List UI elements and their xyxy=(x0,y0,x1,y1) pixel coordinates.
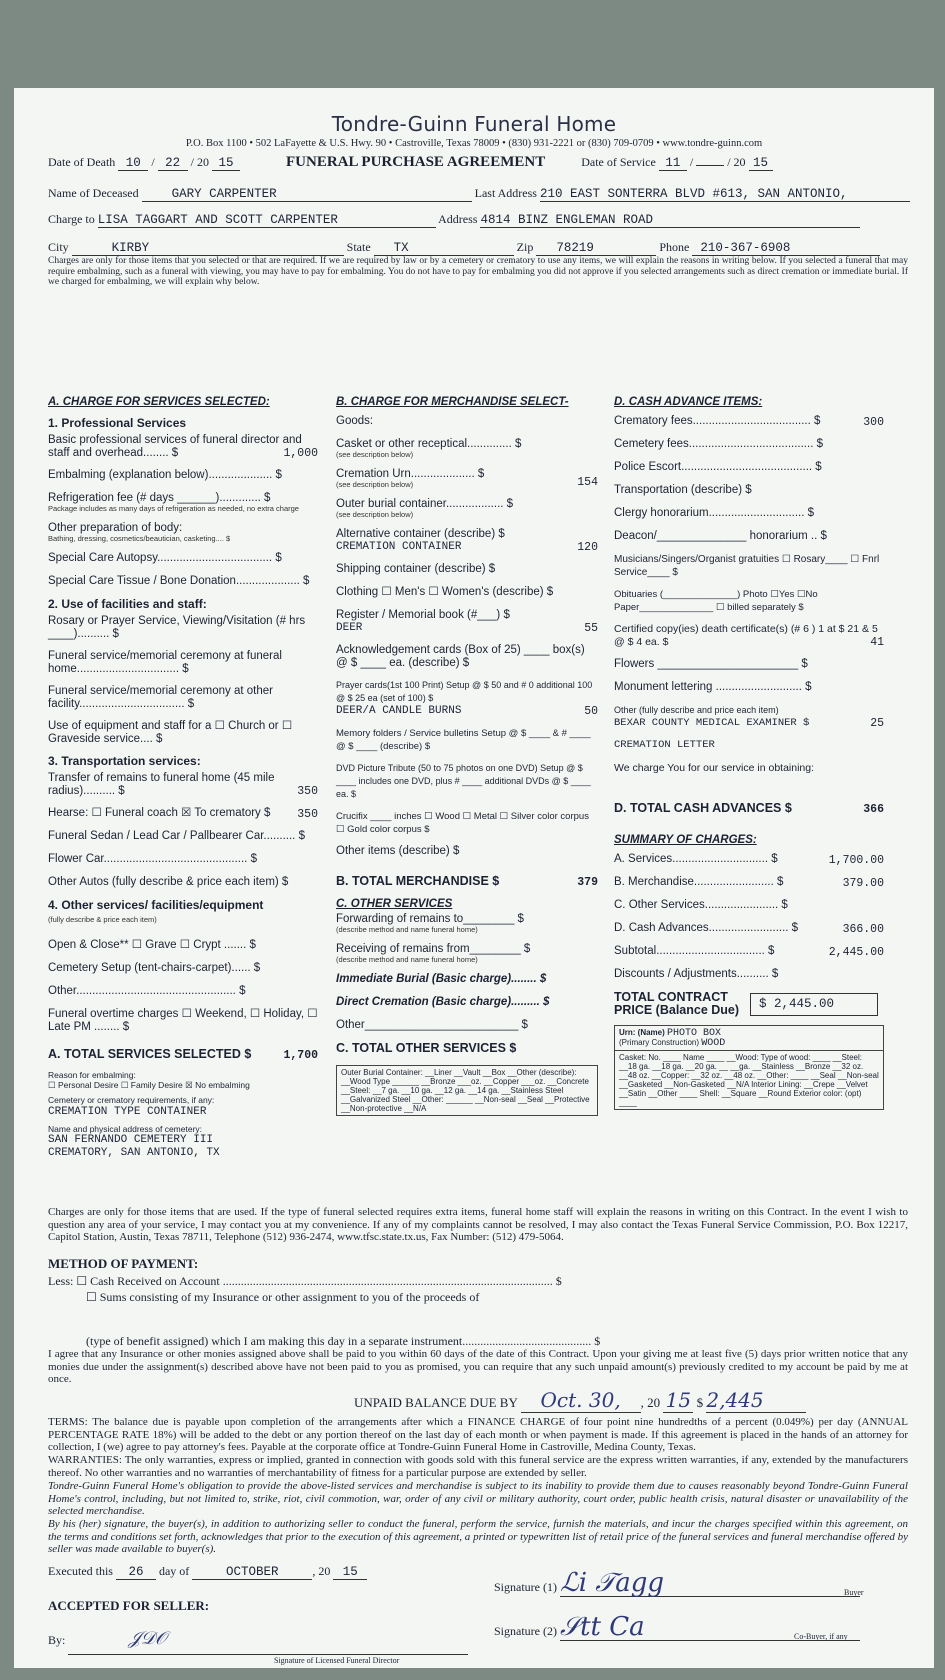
insurance-line[interactable]: ☐ Sums consisting of my Insurance or other assignment to you of the proceeds of xyxy=(86,1290,480,1304)
crematory-fees-item: Crematory fees..................................... $ 300 xyxy=(614,415,884,429)
deceased-row xyxy=(48,186,910,202)
total-other-services: C. TOTAL OTHER SERVICES $ xyxy=(336,1041,517,1055)
urn-item: Cremation Urn.................... $ (see description below) 154 xyxy=(336,468,598,489)
death-cert-amount[interactable]: 41 xyxy=(870,636,884,649)
tissue-item: Special Care Tissue / Bone Donation.................... $ xyxy=(48,575,310,587)
date-row: Date of Death 10 / 22 / 20 15 FUNERAL PURCHASE AGREEMENT Date of Service 11 / / 20 15 xyxy=(48,154,773,171)
police-escort-item: Police Escort......................................... $ xyxy=(614,461,822,473)
urn-construction[interactable]: WOOD xyxy=(701,1038,726,1049)
flowers-item: Flowers ______________________ $ xyxy=(614,658,808,670)
city-label: City xyxy=(48,240,69,254)
rosary-item: Rosary or Prayer Service, Viewing/Visitation (# hrs ____).......... $ xyxy=(48,615,306,640)
cash-advance-heading: D. CASH ADVANCE ITEMS: xyxy=(614,396,763,408)
cobuyer-caption: Co-Buyer, if any xyxy=(794,1632,848,1641)
contract-amount[interactable]: $ 2,445.00 xyxy=(750,993,878,1016)
clergy-item: Clergy honorarium.............................. $ xyxy=(614,507,815,519)
urn-box: Urn: (Name) PHOTO BOX (Primary Construction) WOOD xyxy=(614,1025,884,1051)
company-address: P.O. Box 1100 • 502 LaFayette & U.S. Hwy. 90 • Castroville, Texas 78009 • (830) 931-2221 or (830) 709-0709 • www.tondre-guinn.com xyxy=(185,138,763,149)
executed-month[interactable]: OCTOBER xyxy=(192,1565,312,1580)
prayer-cards-item: Prayer cards(1st 100 Print) Setup @ $ 50 and # 0 additional 100 @ $ 25 ea (set of 100) $ DEER/A CANDLE BURNS 50 xyxy=(336,680,598,718)
service-obtaining-note: We charge You for our service in obtaining: xyxy=(614,762,815,774)
casket-item: Casket or other receptical.............. $ (see description below) xyxy=(336,438,522,459)
deacon-item: Deacon/______________ honorarium .. $ xyxy=(614,530,827,542)
seller-signature-row: By: 𝒥𝒟𝒪 xyxy=(48,1628,468,1655)
warranties-paragraph: WARRANTIES: The only warranties, express or implied, granted in connection with goods sold with this funeral service are the express written warranties, if any, extended by the manufacturers thereof. No other warranties and no warranties of merchantability of fitness for a particular purpose are extended by seller. xyxy=(48,1454,908,1479)
cemetery-fees-item: Cemetery fees....................................... $ xyxy=(614,438,823,450)
other-services-c-heading: C. OTHER SERVICES xyxy=(336,898,453,910)
unpaid-amount[interactable]: 2,445 xyxy=(706,1388,806,1413)
deceased-label: Name of Deceased xyxy=(48,186,139,200)
death-day[interactable]: 22 xyxy=(158,156,188,171)
charge-to-row xyxy=(48,212,860,228)
register-amount[interactable]: 55 xyxy=(584,622,598,635)
unpaid-balance-row: UNPAID BALANCE DUE BY Oct. 30, , 20 15 $ 2,445 xyxy=(354,1388,806,1413)
benefit-line: (type of benefit assigned) which I am making this day in a separate instrument........................................... $ xyxy=(86,1334,601,1348)
refrigeration-item: Refrigeration fee (# days ______)............. $ Package includes as many days of refrigeration as needed, no extra charge xyxy=(48,492,299,513)
cemetery-setup-item: Cemetery Setup (tent-chairs-carpet)...... $ xyxy=(48,962,261,974)
service-funeral-home-item: Funeral service/memorial ceremony at funeral home................................ $ xyxy=(48,650,282,675)
phone[interactable]: 210-367-6908 xyxy=(692,241,880,256)
equipment-item: Use of equipment and staff for a ☐ Church or ☐ Graveside service.... $ xyxy=(48,720,293,745)
city-row xyxy=(48,240,880,256)
death-month[interactable]: 10 xyxy=(118,156,148,171)
phone-label: Phone xyxy=(659,240,690,254)
insurance-paragraph: I agree that any Insurance or other monies assigned above shall be paid to you within 60 days of the date of this Contract. Upon your giving me at least five (5) days prior written notice that any monies due under the assignment(s) described above have not been paid to you as promised, you can require that any such unpaid amount(s) previously credited to my account be paid by me at once. xyxy=(48,1348,908,1385)
alt-container-item: Alternative container (describe) $ CREMATION CONTAINER 120 xyxy=(336,528,598,554)
payment-method-heading: METHOD OF PAYMENT: xyxy=(48,1256,199,1271)
summary-other: C. Other Services....................... $ xyxy=(614,899,788,911)
terms-paragraph: TERMS: The balance due is payable upon completion of the arrangements after which a FINANCE CHARGE of four point nine hundredths of a percent (0.049%) per day (ANNUAL PERCENTAGE RATE 18%) will be added to the debt or any portion thereof on the last day of each month or when payment is made. If this agreement is placed in the hands of an attorney for collection, I (we) agree to pay attorney's fees. Payable at the corporate office at Tondre-Guinn Funeral Home in Castroville, Medina County, Texas. xyxy=(48,1416,908,1453)
summary-services: A. Services.............................. $ 1,700.00 xyxy=(614,853,884,867)
executed-day[interactable]: 26 xyxy=(116,1565,156,1580)
autopsy-item: Special Care Autopsy.................................... $ xyxy=(48,552,282,564)
signature-2-row: Signature (2) 𝒮tt Ca xyxy=(494,1612,860,1641)
service-other-facility-item: Funeral service/memorial ceremony at other facility................................. $ xyxy=(48,685,273,710)
state-label: State xyxy=(346,240,371,254)
cemetery-req-label: Cemetery or crematory requirements, if any: xyxy=(48,1095,215,1105)
summary-merchandise: B. Merchandise......................... $ 379.00 xyxy=(614,876,884,890)
column-services xyxy=(48,396,318,1160)
urn-name[interactable]: PHOTO BOX xyxy=(667,1028,722,1039)
other-item: Other.................................................. $ xyxy=(48,985,246,997)
embalming-reason-label: Reason for embalming: xyxy=(48,1070,136,1080)
cemetery-name[interactable]: SAN FERNANDO CEMETERY III xyxy=(48,1134,214,1146)
dvd-item: DVD Picture Tribute (50 to 75 photos on one DVD) Setup @ $ ____ includes one DVD, plus # ____ additional DVDs @ $ ____ ea. $ xyxy=(336,763,591,799)
embalming-reason[interactable]: ☐ Personal Desire ☐ Family Desire ☒ No embalming xyxy=(48,1079,250,1090)
total-contract-price: TOTAL CONTRACT PRICE (Balance Due) $ 2,445.00 xyxy=(614,991,884,1017)
total-services: A. TOTAL SERVICES SELECTED $ 1,700 xyxy=(48,1047,318,1062)
zip-label: Zip xyxy=(516,240,534,254)
charge-to-label: Charge to xyxy=(48,212,95,226)
date-of-service-label: Date of Service xyxy=(581,155,656,169)
summary-subtotal: Subtotal.................................. $ 2,445.00 xyxy=(614,945,884,959)
zip[interactable]: 78219 xyxy=(536,241,656,256)
cash-received-line[interactable]: Less: ☐ Cash Received on Account .............................................................................................................. $ xyxy=(48,1274,562,1288)
crematory-fees-amount[interactable]: 300 xyxy=(863,416,884,429)
obituaries-item: Obituaries (______________) Photo ☐Yes ☐No Paper______________ ☐ billed separately $ xyxy=(614,589,818,613)
professional-services-heading: 1. Professional Services xyxy=(48,416,187,430)
summary-discounts: Discounts / Adjustments.......... $ xyxy=(614,968,779,980)
service-month[interactable]: 11 xyxy=(659,156,687,171)
goods-label: Goods: xyxy=(336,415,374,427)
merchandise-heading: B. CHARGE FOR MERCHANDISE SELECT- xyxy=(336,396,569,408)
other-services-heading: 4. Other services/ facilities/equipment xyxy=(48,898,264,912)
other-autos-item: Other Autos (fully describe & price each item) $ xyxy=(48,876,289,888)
summary-cash-advances: D. Cash Advances......................... $ 366.00 xyxy=(614,922,884,936)
authorization-paragraph: By his (her) signature, the buyer(s), in addition to authorizing seller to conduct the funeral, perform the service, furnish the materials, and incur the charges specified within this agreement, on the terms and conditions set forth, acknowledges that prior to the execution of this agreement, a printed or typewritten list of retail price of the funeral services and funeral merchandise offered by seller was made available to buyer(s). xyxy=(48,1518,908,1555)
crucifix-item: Crucifix ____ inches ☐ Wood ☐ Metal ☐ Silver color corpus ☐ Gold color corpus $ xyxy=(336,811,589,835)
city[interactable]: KIRBY xyxy=(72,241,344,256)
funeral-agreement-page xyxy=(14,88,934,1668)
shipping-item: Shipping container (describe) $ xyxy=(336,563,496,575)
cremation-letter: CREMATION LETTER xyxy=(614,739,715,751)
executed-row: Executed this 26 day of OCTOBER , 20 15 xyxy=(48,1564,367,1580)
buyer-caption: Buyer xyxy=(844,1588,864,1597)
deceased-name[interactable]: GARY CARPENTER xyxy=(142,187,472,202)
total-cash-advances: D. TOTAL CASH ADVANCES $ 366 xyxy=(614,801,884,816)
immediate-burial-item: Immediate Burial (Basic charge)........ $ xyxy=(336,973,547,985)
state[interactable]: TX xyxy=(374,241,514,256)
monument-item: Monument lettering ........................... $ xyxy=(614,681,812,693)
direct-cremation-item: Direct Cremation (Basic charge)......... $ xyxy=(336,996,550,1008)
alt-container-amount[interactable]: 120 xyxy=(577,541,598,554)
other-prep-item: Other preparation of body: Bathing, dressing, cosmetics/beautician, casketing.... $ xyxy=(48,522,231,543)
last-address-label: Last Address xyxy=(474,186,537,200)
outer-burial-item: Outer burial container.................. $ (see description below) xyxy=(336,498,514,519)
column-cash-advance xyxy=(614,396,884,1110)
clothing-item: Clothing ☐ Men's ☐ Women's (describe) $ xyxy=(336,586,554,598)
outer-burial-box: Outer Burial Container: __Liner __Vault __Box __Other (describe): __Wood Type ______ __Bronze ___oz. __Copper ___oz. __Concrete __Steel: __7 ga. __10 ga. __12 ga. __14 ga. __Stainless Steel __Galvanized Steel __Other: ______ __Non-seal __Seal __Protective __Non-protective __N/A xyxy=(336,1065,598,1116)
services-heading: A. CHARGE FOR SERVICES SELECTED: xyxy=(48,396,270,408)
total-merchandise-amount[interactable]: 379 xyxy=(577,876,598,889)
buyer-signature[interactable]: ℒi 𝒯agg xyxy=(560,1568,860,1597)
complaint-paragraph: Charges are only for those items that are used. If the type of funeral selected requires extra items, funeral home staff will explain the reasons in writing on this Contract. In the event I wish to question any area of your service, I may contact you at my convenience. If any of my complaints cannot be resolved, I may also contact the Texas Funeral Service Commission, P.O. Box 12217, Capitol Station, Austin, Texas 78711, Telephone (512) 936-2474, www.tfsc.state.tx.us, Fax Number: (512) 479-5064. xyxy=(48,1206,908,1243)
register-item: Register / Memorial book (#___) $ DEER 55 xyxy=(336,609,598,635)
seller-signature[interactable]: 𝒥𝒟𝒪 xyxy=(68,1628,468,1655)
form-title: FUNERAL PURCHASE AGREEMENT xyxy=(286,154,546,170)
transfer-amount[interactable]: 350 xyxy=(297,785,318,798)
charge-address[interactable]: 4814 BINZ ENGLEMAN ROAD xyxy=(480,213,860,228)
urn-amount[interactable]: 154 xyxy=(577,476,598,489)
other-c-item: Other________________________ $ xyxy=(336,1019,528,1031)
service-year[interactable]: 15 xyxy=(749,156,773,171)
other-items-item: Other items (describe) $ xyxy=(336,845,460,857)
column-merchandise xyxy=(336,396,598,1116)
intro-text: Charges are only for those items that you selected or that are required. If we are required by law or by a cemetery or crematory to use any items, we will explain the reasons in writing below. If you selected a funeral that may require embalming, such as a funeral with viewing, you may have to pay for embalming. You do not have to pay for embalming you did not approve if you selected arrangements such as direct cremation or immediate burial. If we charged for embalming, we will explain why below. xyxy=(48,256,908,287)
embalming-item: Embalming (explanation below).................... $ xyxy=(48,469,282,481)
date-of-death-label: Date of Death xyxy=(48,155,116,169)
ack-cards-item: Acknowledgement cards (Box of 25) ____ box(s) @ $ ____ ea. (describe) $ xyxy=(336,644,585,669)
cobuyer-signature[interactable]: 𝒮tt Ca xyxy=(560,1612,860,1641)
accepted-for-seller: ACCEPTED FOR SELLER: xyxy=(48,1598,210,1613)
facilities-heading: 2. Use of facilities and staff: xyxy=(48,597,207,611)
total-cash-advances-amount[interactable]: 366 xyxy=(863,803,884,816)
death-cert-item: Certified copy(ies) death certificate(s) (# 6 ) 1 at $ 21 & 5 @ $ 4 ea. $ 41 xyxy=(614,623,884,649)
memory-folders-item: Memory folders / Service bulletins Setup @ $ ____ & # ____ @ $ ____ (describe) $ xyxy=(336,728,591,752)
executed-year[interactable]: 15 xyxy=(333,1565,367,1580)
company-name: Tondre-Guinn Funeral Home xyxy=(331,112,617,136)
cemetery-city[interactable]: CREMATORY, SAN ANTONIO, TX xyxy=(48,1147,220,1159)
basic-services-item: Basic professional services of funeral director and staff and overhead........ $ 1,000 xyxy=(48,434,318,460)
unpaid-date[interactable]: Oct. 30, xyxy=(521,1388,641,1413)
sedan-item: Funeral Sedan / Lead Car / Pallbearer Car.......... $ xyxy=(48,830,305,842)
death-year[interactable]: 15 xyxy=(212,156,240,171)
forwarding-item: Forwarding of remains to________ $ (describe method and name funeral home) xyxy=(336,913,524,934)
prayer-cards-amount[interactable]: 50 xyxy=(584,705,598,718)
signature-1-row: Signature (1) ℒi 𝒯agg xyxy=(494,1568,860,1597)
transportation-heading: 3. Transportation services: xyxy=(48,754,201,768)
musicians-item: Musicians/Singers/Organist gratuities ☐ Rosary____ ☐ Fnrl Service____ $ xyxy=(614,554,880,578)
total-services-amount[interactable]: 1,700 xyxy=(283,1049,318,1062)
other-services-note: (fully describe & price each item) xyxy=(48,915,157,924)
transportation-d-item: Transportation (describe) $ xyxy=(614,484,752,496)
director-caption: Signature of Licensed Funeral Director xyxy=(274,1656,400,1665)
flower-car-item: Flower Car............................................. $ xyxy=(48,853,257,865)
other-d-item: Other (fully describe and price each item) BEXAR COUNTY MEDICAL EXAMINER $ 25 xyxy=(614,705,884,730)
address-label: Address xyxy=(438,212,478,226)
cemetery-req[interactable]: CREMATION TYPE CONTAINER xyxy=(48,1105,207,1118)
cemetery-name-label: Name and physical address of cemetery: xyxy=(48,1123,203,1134)
obligation-paragraph: Tondre-Guinn Funeral Home's obligation to provide the above-listed services and merchandise is subject to its inability to provide them due to causes reasonably beyond Tondre-Guinn Funeral Home's control, including, but not limited to, strike, riot, civil commotion, war, order of any civil or military authority, court order, public health crisis, natural disaster or unavailability of the selected merchandise. xyxy=(48,1480,908,1517)
charge-to[interactable]: LISA TAGGART AND SCOTT CARPENTER xyxy=(98,213,436,228)
hearse-item: Hearse: ☐ Funeral coach ☒ To crematory $ 350 xyxy=(48,807,318,821)
total-merchandise: B. TOTAL MERCHANDISE $ 379 xyxy=(336,874,598,889)
medical-examiner-amount[interactable]: 25 xyxy=(870,717,884,730)
receiving-item: Receiving of remains from________ $ (describe method and name funeral home) xyxy=(336,943,531,964)
summary-heading: SUMMARY OF CHARGES: xyxy=(614,834,757,846)
last-address[interactable]: 210 EAST SONTERRA BLVD #613, SAN ANTONIO, xyxy=(540,187,910,202)
hearse-amount[interactable]: 350 xyxy=(297,808,318,821)
basic-services-amount[interactable]: 1,000 xyxy=(283,447,318,460)
transfer-item: Transfer of remains to funeral home (45 mile radius).......... $ 350 xyxy=(48,772,318,798)
unpaid-year[interactable]: 15 xyxy=(663,1388,693,1413)
overtime-item: Funeral overtime charges ☐ Weekend, ☐ Holiday, ☐ Late PM ........ $ xyxy=(48,1008,318,1033)
open-close-item: Open & Close** ☐ Grave ☐ Crypt ....... $ xyxy=(48,939,256,951)
casket-box: Casket: No. ____ Name ____ __Wood: Type of wood: ____ __Steel: __18 ga. __18 ga. __20 ga. __ __ga. __Stainless __Bronze __32 oz. __48 oz. __Copper: __32 oz. __48 oz. __Other: ____ __Seal __Non-seal __Gasketed __Non-Gasketed __N/A Interior Lining: __Crepe __Velvet __Satin __Other ____ Shell: __Square __Round Exterior color: (opt) ____ xyxy=(614,1051,884,1110)
